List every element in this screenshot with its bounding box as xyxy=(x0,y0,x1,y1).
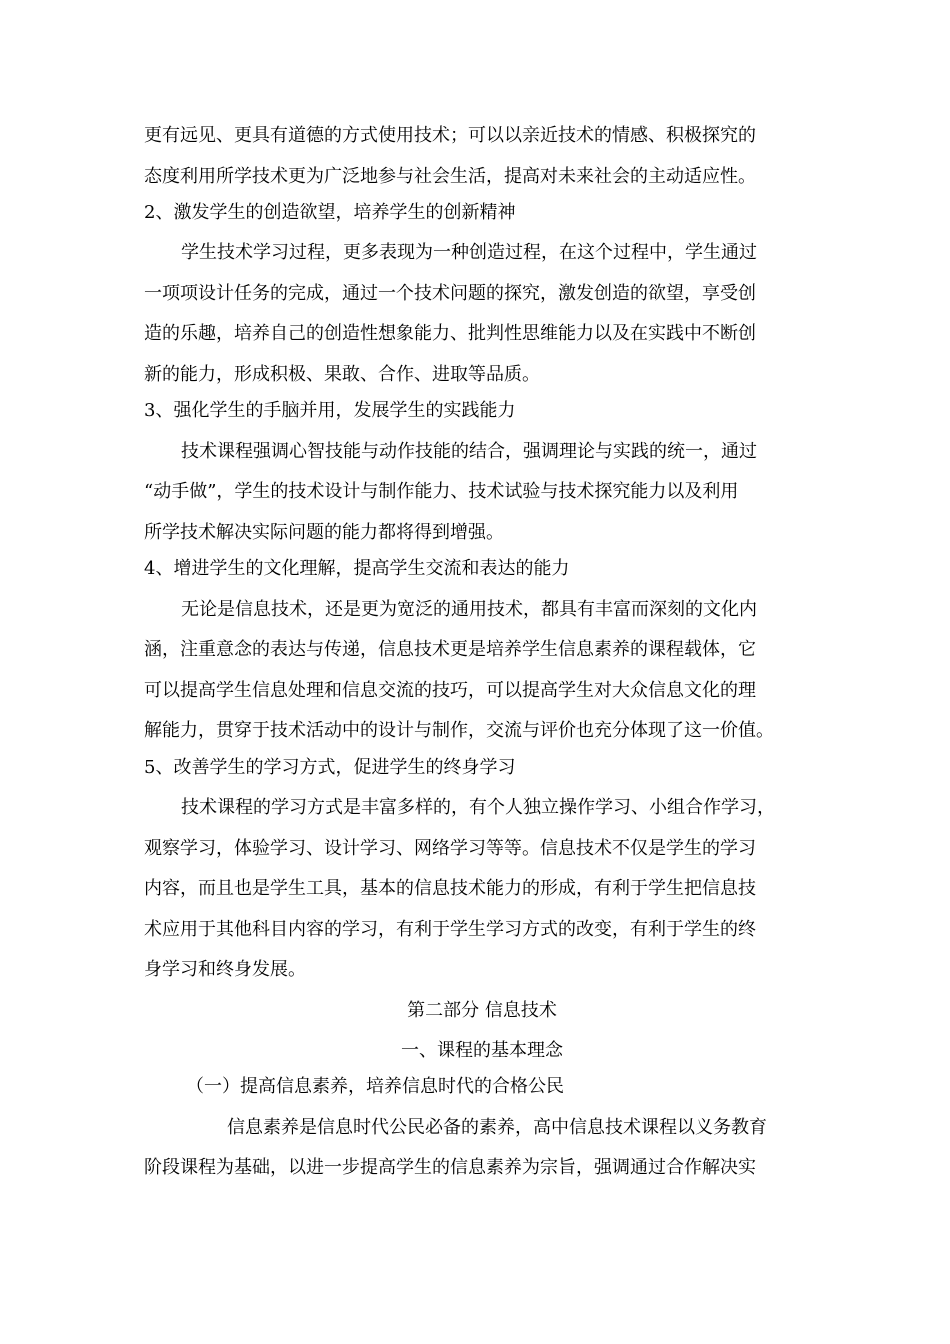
text-line: 新的能力，形成积极、果敢、合作、进取等品质。 xyxy=(144,364,540,385)
text-line: 技术课程强调心智技能与动作技能的结合，强调理论与实践的统一，通过 xyxy=(181,441,757,462)
text-line: 造的乐趣，培养自己的创造性想象能力、批判性思维能力以及在实践中不断创 xyxy=(144,323,756,344)
text-line: 所学技术解决实际问题的能力都将得到增强。 xyxy=(144,522,504,543)
text-line: 信息素养是信息时代公民必备的素养，高中信息技术课程以义务教育 xyxy=(227,1117,767,1138)
text-line: 术应用于其他科目内容的学习，有利于学生学习方式的改变，有利于学生的终 xyxy=(144,919,756,940)
subsection-heading: （一）提高信息素养，培养信息时代的合格公民 xyxy=(186,1076,564,1097)
text-line: 观察学习，体验学习、设计学习、网络学习等等。信息技术不仅是学生的学习 xyxy=(144,838,756,859)
chapter-title: 一、课程的基本理念 xyxy=(401,1040,563,1061)
section-heading: 3、强化学生的手脑并用，发展学生的实践能力 xyxy=(144,400,516,421)
text-line: 阶段课程为基础，以进一步提高学生的信息素养为宗旨，强调通过合作解决实 xyxy=(144,1157,756,1178)
text-line: 学生技术学习过程，更多表现为一种创造过程，在这个过程中，学生通过 xyxy=(181,242,757,263)
text-line: 内容，而且也是学生工具，基本的信息技术能力的形成，有利于学生把信息技 xyxy=(144,878,756,899)
text-line: “动手做”，学生的技术设计与制作能力、技术试验与技术探究能力以及利用 xyxy=(144,481,739,502)
part-title: 第二部分 信息技术 xyxy=(407,1000,557,1021)
section-heading: 4、增进学生的文化理解，提高学生交流和表达的能力 xyxy=(144,558,570,579)
text-line: 态度利用所学技术更为广泛地参与社会生活，提高对未来社会的主动适应性。 xyxy=(144,166,756,187)
section-heading: 5、改善学生的学习方式，促进学生的终身学习 xyxy=(144,757,516,778)
text-line: 解能力，贯穿于技术活动中的设计与制作，交流与评价也充分体现了这一价值。 xyxy=(144,720,774,741)
text-line: 涵，注重意念的表达与传递，信息技术更是培养学生信息素养的课程载体，它 xyxy=(144,639,756,660)
text-line: 一项项设计任务的完成，通过一个技术问题的探究，激发创造的欲望，享受创 xyxy=(144,283,756,304)
text-line: 无论是信息技术，还是更为宽泛的通用技术，都具有丰富而深刻的文化内 xyxy=(181,599,757,620)
text-line: 身学习和终身发展。 xyxy=(144,959,306,980)
text-line: 技术课程的学习方式是丰富多样的，有个人独立操作学习、小组合作学习， xyxy=(181,797,775,818)
text-line: 可以提高学生信息处理和信息交流的技巧，可以提高学生对大众信息文化的理 xyxy=(144,680,756,701)
text-line: 更有远见、更具有道德的方式使用技术；可以以亲近技术的情感、积极探究的 xyxy=(144,125,756,146)
section-heading: 2、激发学生的创造欲望，培养学生的创新精神 xyxy=(144,202,516,223)
